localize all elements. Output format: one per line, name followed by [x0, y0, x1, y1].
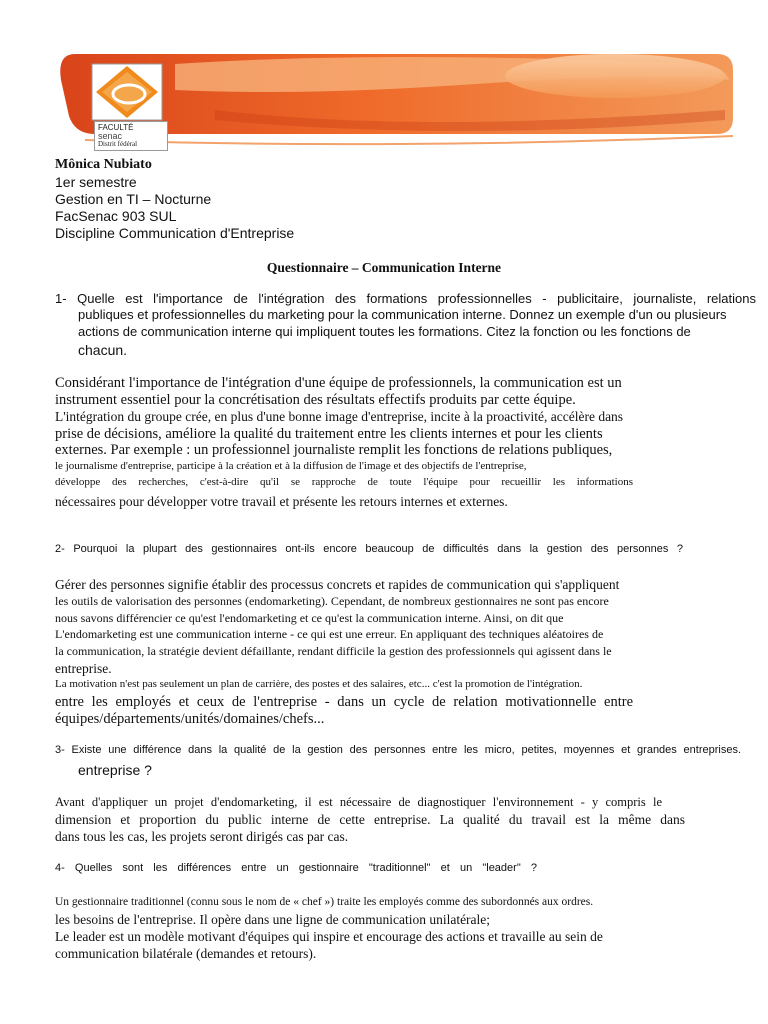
q1-line4: chacun.: [78, 342, 128, 358]
q3-line1: 3- Existe une différence dans la qualité de la gestion des personnes entre les micro, petites, moyennes et grandes entreprises.: [55, 744, 741, 756]
a4-line4: communication bilatérale (demandes et retours).: [55, 946, 317, 961]
student-course: Gestion en TI – Nocturne: [55, 191, 212, 207]
page-title: Questionnaire – Communication Interne: [266, 260, 502, 275]
a1-line2: instrument essentiel pour la concrétisation des résultats effectifs produits par cette équipe.: [55, 392, 576, 408]
q3-line2: entreprise ?: [78, 762, 152, 778]
logo-line2: senac: [98, 131, 123, 141]
a2-line2: les outils de valorisation des personnes (endomarketing). Cependant, de nombreux gestionnaires ne sont pas encore: [55, 594, 609, 608]
q2-line: 2- Pourquoi la plupart des gestionnaires ont-ils encore beaucoup de difficultés dans la gestion des personnes ?: [55, 543, 683, 555]
a2-line3: nous savons différencier ce qu'est l'endomarketing et ce qu'est la communication interne. Ainsi, on dit que: [55, 611, 564, 625]
q1-line1: 1- Quelle est l'importance de l'intégration des formations professionnelles - publicitaire, journaliste, relations: [55, 291, 756, 306]
a3-line3: dans tous les cas, les projets seront dirigés cas par cas.: [55, 829, 349, 844]
student-school: FacSenac 903 SUL: [55, 208, 177, 224]
q1-line2: publiques et professionnelles du marketing pour la communication interne. Donnez un exemple d'un ou plusieurs: [78, 307, 727, 322]
q1-line3: actions de communication interne qui impliquent toutes les formations. Citez la fonction ou les fonctions de: [78, 324, 691, 339]
a2-line8: entre les employés et ceux de l'entreprise - dans un cycle de relation motivationnelle entre: [55, 694, 633, 710]
a4-line2: les besoins de l'entreprise. Il opère dans une ligne de communication unilatérale;: [55, 912, 491, 927]
a1-line8: nécessaires pour développer votre travail et présente les retours internes et externes.: [55, 494, 508, 509]
a2-line6: entreprise.: [55, 661, 112, 676]
logo-line3: Distrit fédéral: [98, 140, 138, 148]
a2-line4: L'endomarketing est une communication interne - ce qui est une erreur. En appliquant des techniques aléatoires de: [55, 627, 604, 641]
a4-line3: Le leader est un modèle motivant d'équipes qui inspire et encourage des actions et travaille au sein de: [55, 929, 603, 944]
a3-line1: Avant d'appliquer un projet d'endomarketing, il est nécessaire de diagnostiquer l'environnement - y compris le: [55, 795, 662, 809]
student-semester: 1er semestre: [55, 174, 137, 190]
a3-line2: dimension et proportion du public interne de cette entreprise. La qualité du travail est la même dans: [55, 812, 685, 827]
logo-diamond-icon: [88, 62, 166, 122]
a2-line7: La motivation n'est pas seulement un plan de carrière, des postes et des salaires, etc... c'est la promotion de l'intégration.: [55, 678, 583, 690]
a1-line1: Considérant l'importance de l'intégration d'une équipe de professionnels, la communication est un: [55, 375, 622, 391]
student-name: Mônica Nubiato: [55, 157, 152, 172]
logo-line1: FACULTÉ: [98, 123, 134, 132]
a2-line1: Gérer des personnes signifie établir des processus concrets et rapides de communication qui s'appliquent: [55, 577, 620, 592]
logo-text-box: [94, 121, 168, 151]
a2-line9: équipes/départements/unités/domaines/chefs...: [55, 711, 325, 727]
a1-line6: le journalisme d'entreprise, participe à la création et à la diffusion de l'image et des objectifs de l'entreprise,: [55, 460, 527, 472]
a4-line1: Un gestionnaire traditionnel (connu sous le nom de « chef ») traite les employés comme des subordonnés aux ordres.: [55, 896, 594, 908]
a1-line5: externes. Par exemple : un professionnel journaliste remplit les fonctions de relations publiques,: [55, 442, 613, 458]
a2-line5: la communication, la stratégie devient défaillante, rendant difficile la gestion des professionnels qui agissent dans le: [55, 644, 612, 658]
faculty-logo: [88, 62, 166, 150]
a1-line4: prise de décisions, améliore la qualité du traitement entre les clients internes et pour les clients: [55, 426, 603, 442]
q4-line: 4- Quelles sont les différences entre un gestionnaire "traditionnel" et un "leader" ?: [55, 862, 537, 874]
a1-line7: développe des recherches, c'est-à-dire qu'il se rapproche de toute l'équipe pour recueillir les informations: [55, 476, 633, 488]
a1-line3: L'intégration du groupe crée, en plus d'une bonne image d'entreprise, incite à la proactivité, accélère dans: [55, 409, 624, 424]
student-discipline: Discipline Communication d'Entreprise: [55, 225, 295, 241]
